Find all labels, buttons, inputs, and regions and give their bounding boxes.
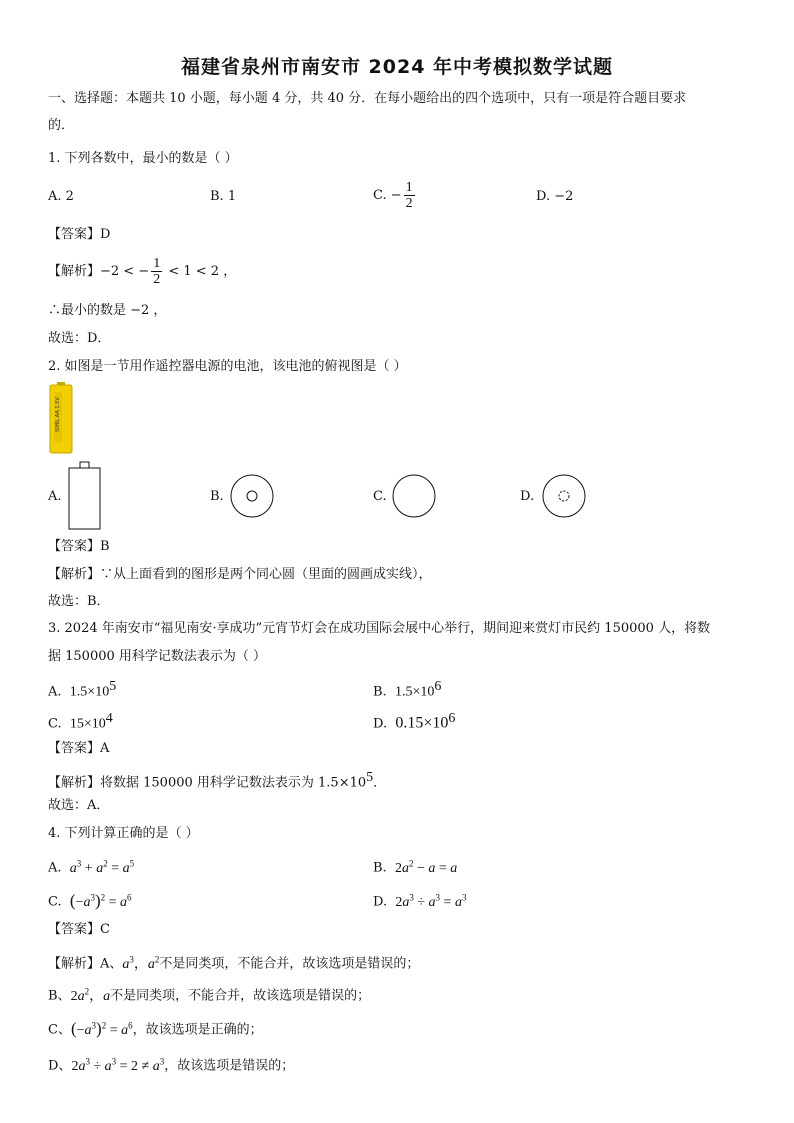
q2-stem: 2. 如图是一节用作遥控器电源的电池，该电池的俯视图是（ ） — [48, 359, 407, 374]
q2-option-a: A. — [48, 489, 62, 504]
q1-conclusion: ∴最小的数是 −2 ， — [48, 303, 167, 318]
q1-option-d: D. −2 — [536, 189, 574, 204]
q4-answer: 【答案】C — [48, 922, 110, 937]
q3-option-b: B. $1.5\times 10^6$ — [373, 679, 442, 700]
section-instructions-cont: 的． — [48, 118, 75, 133]
q2-option-d: D. — [520, 489, 535, 504]
q2-answer: 【答案】B — [48, 539, 110, 554]
q1-option-b: B. 1 — [210, 189, 237, 204]
q2-option-c: C. — [373, 489, 387, 504]
q3-option-c: C. $15\times 10^4$ — [48, 711, 113, 732]
q3-analysis: 【解析】将数据 150000 用科学记数法表示为 $1.5\times 10^5$． — [48, 770, 387, 791]
q4-option-b: B. $2a^2 - a = a$ — [373, 858, 458, 876]
q3-option-d: D. $0.15\times 10^6$ — [373, 711, 456, 732]
q3-answer: 【答案】A — [48, 741, 110, 756]
q4-analysis-d: D、$2a^3 \div a^3 = 2 \ne a^3$，故该选项是错误的； — [48, 1056, 295, 1074]
section-instructions: 一、选择题：本题共 10 小题，每小题 4 分，共 40 分．在每小题给出的四个选项中，只有一项是符合题目要求 — [48, 91, 687, 106]
q2-analysis: 【解析】∵从上面看到的图形是两个同心圆（里面的圆画成实线）， — [48, 567, 432, 582]
q1-choice: 故选：D． — [48, 331, 111, 346]
q4-option-a: A. $a^3 + a^2 = a^5$ — [48, 858, 135, 876]
q4-analysis-b: B、$2a^2$，a不是同类项，不能合并，故该选项是错误的； — [48, 986, 371, 1004]
q3-choice: 故选：A． — [48, 798, 110, 813]
q4-analysis-c: C、$(-a^3)^2 = a^6$，故该选项是正确的； — [48, 1018, 263, 1038]
q1-option-a: A. 2 — [48, 189, 74, 204]
q4-analysis-a: 【解析】A、$a^3$，$a^2$不是同类项，不能合并，故该选项是错误的； — [48, 954, 420, 972]
q4-option-c: C. $(-a^3)^2 = a^6$ — [48, 890, 132, 910]
q4-option-d: D. $2a^3 \div a^3 = a^3$ — [373, 892, 467, 910]
q1-option-c: C. − $\frac{1}{2}$ — [373, 180, 413, 211]
q1-answer: 【答案】D — [48, 227, 111, 242]
q2-concentric-circles-dashed — [541, 473, 587, 519]
q2-option-b: B. — [210, 489, 224, 504]
q1-stem: 1. 下列各数中，最小的数是（ ） — [48, 151, 238, 166]
q3-stem-cont: 据 150000 用科学记数法表示为（ ） — [48, 649, 267, 664]
q2-concentric-circles-solid — [229, 473, 275, 519]
q4-stem: 4. 下列计算正确的是（ ） — [48, 826, 199, 841]
q3-option-a: A. $1.5\times 10^5$ — [48, 679, 117, 700]
q1-analysis: 【解析】−2 < − $\frac{1}{2}$ < 1 < 2 ， — [48, 256, 237, 287]
page-title: 福建省泉州市南安市 2024 年中考模拟数学试题 — [180, 56, 614, 78]
q2-choice: 故选：B． — [48, 594, 110, 609]
battery-label: SIMIL AA 1.5V — [55, 397, 61, 432]
battery-image — [48, 382, 74, 454]
q2-battery-side-view — [64, 461, 104, 531]
q3-stem: 3. 2024 年南安市“福见南安·享成功”元宵节灯会在成功国际会展中心举行，期间迎来赏灯市民约 150000 人，将数 — [48, 621, 711, 636]
q2-single-circle — [391, 473, 437, 519]
